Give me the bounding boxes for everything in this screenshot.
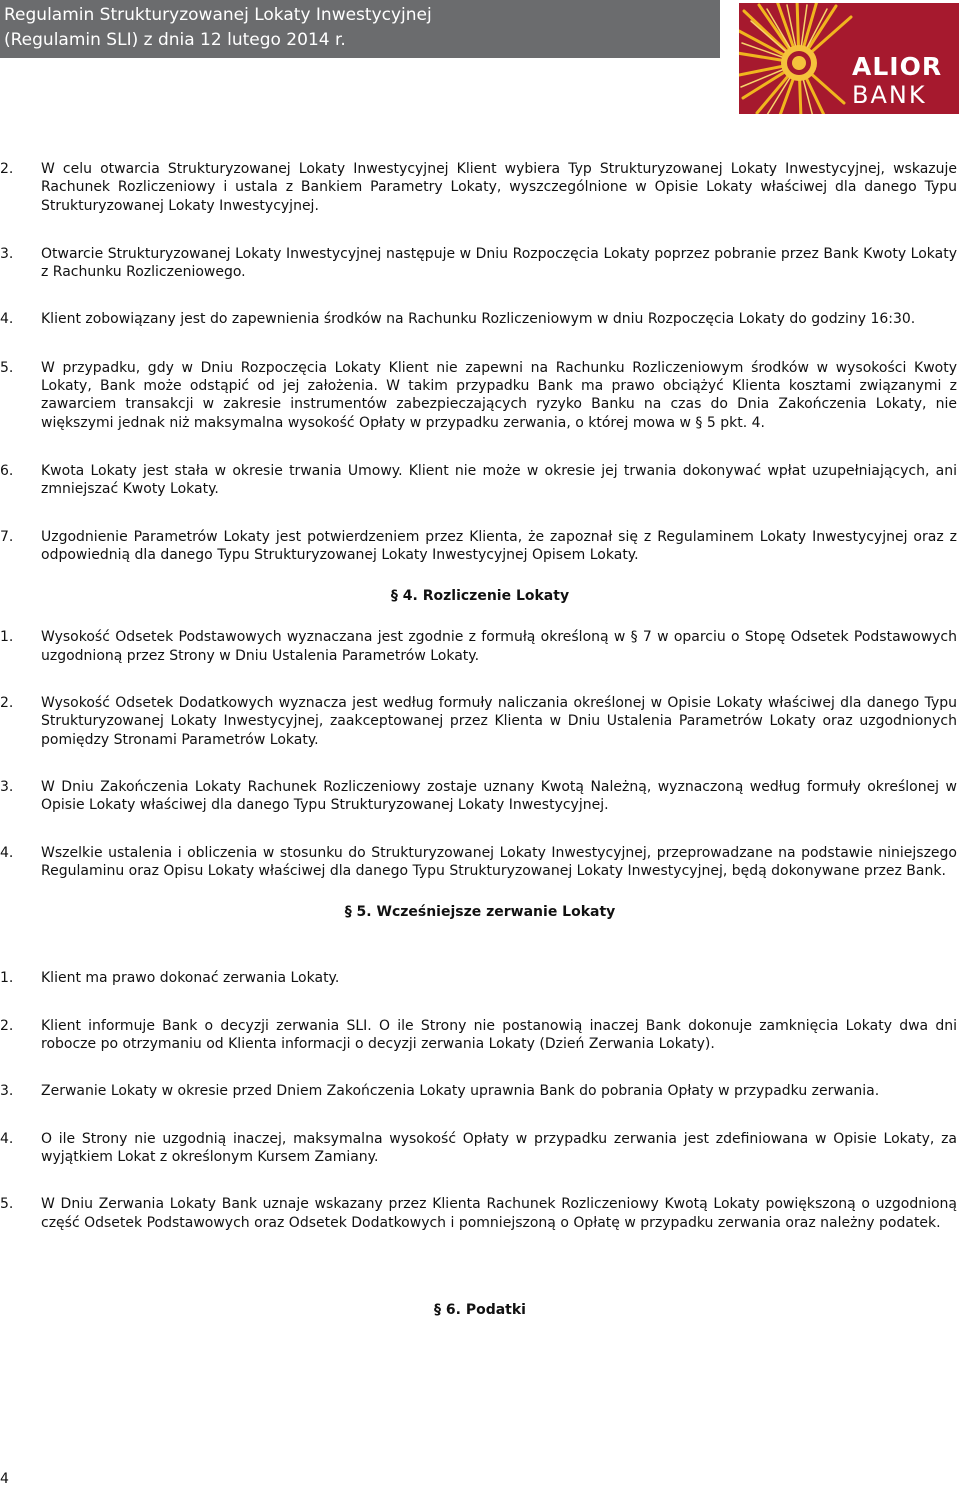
item-number: 1. — [0, 629, 14, 646]
page-number: 4 — [0, 1471, 9, 1487]
list-item — [0, 462, 960, 499]
list-item — [0, 628, 960, 665]
list-item — [0, 359, 960, 432]
item-number: 3. — [0, 1083, 14, 1100]
item-text: W Dniu Zakończenia Lokaty Rachunek Rozliczeniowy zostaje uznany Kwotą Należną, wyznaczoną według formuły określonej w Opisie Lokaty właściwej dla danego Typu Strukturyzowanej Lokaty Inwestycyjnej. — [41, 778, 957, 814]
item-number: 2. — [0, 161, 14, 177]
item-number: 4. — [0, 844, 14, 861]
section-heading-4: § 4. Rozliczenie Lokaty — [390, 588, 570, 605]
header-title-line-2: (Regulamin SLI) z dnia 12 lutego 2014 r. — [4, 30, 346, 50]
list-item — [0, 694, 960, 749]
logo-text-bank: BANK — [852, 81, 927, 109]
item-number: 6. — [0, 462, 14, 479]
list-item — [0, 528, 960, 565]
item-text: Otwarcie Strukturyzowanej Lokaty Inwestycyjnej następuje w Dniu Rozpoczęcia Lokaty poprzez pobranie przez Bank Kwoty Lokaty z Rachunku Rozliczeniowego. — [41, 245, 957, 281]
item-text: W celu otwarcia Strukturyzowanej Lokaty Inwestycyjnej Klient wybiera Typ Strukturyzowanej Lokaty Inwestycyjnej, wskazuje Rachunek Rozliczeniowy i ustala z Bankiem Parametry Lokaty, wyszczególnione w Opisie Lokaty właściwej dla danego Typu Strukturyzowanej Lokaty Inwestycyjnej. — [41, 161, 957, 214]
list-item — [0, 1130, 960, 1167]
item-number: 2. — [0, 1017, 14, 1034]
list-item — [0, 310, 960, 328]
list-item — [0, 1082, 960, 1100]
header-title-line-1: Regulamin Strukturyzowanej Lokaty Inwestycyjnej — [4, 5, 432, 25]
item-text: W przypadku, gdy w Dniu Rozpoczęcia Lokaty Klient nie zapewni na Rachunku Rozliczeniowym środków w wysokości Kwoty Lokaty, Bank może odstąpić od jej założenia. W takim przypadku Bank ma prawo obciążyć Klienta kosztami związanymi z zawarciem transakcji w zakresie instrumentów zabezpieczających ryzyko Banku na czas do Dnia Zakończenia Lokaty, nie większymi jednak niż maksymalna wysokość Opłaty w przypadku zerwania, o której mowa w § 5 pkt. 4. — [41, 359, 957, 431]
item-text: Uzgodnienie Parametrów Lokaty jest potwierdzeniem przez Klienta, że zapoznał się z Regulaminem Lokaty Inwestycyjnej oraz z odpowiednią dla danego Typu Strukturyzowanej Lokaty Inwestycyjnej Opisem Lokaty. — [41, 528, 957, 563]
list-item — [0, 1017, 960, 1054]
item-text: Wszelkie ustalenia i obliczenia w stosunku do Strukturyzowanej Lokaty Inwestycyjnej, przeprowadzane na podstawie niniejszego Regulaminu oraz Opisu Lokaty właściwej dla danego Typu Strukturyzowanej Lokaty Inwestycyjnej, będą dokonywane przez Bank. — [41, 844, 957, 879]
item-text: Klient zobowiązany jest do zapewnienia środków na Rachunku Rozliczeniowym w dniu Rozpoczęcia Lokaty do godziny 16:30. — [41, 311, 916, 328]
item-number: 3. — [0, 778, 14, 795]
list-item — [0, 160, 960, 215]
section-heading-6: § 6. Podatki — [434, 1301, 526, 1318]
item-text: Kwota Lokaty jest stała w okresie trwania Umowy. Klient nie może w okresie jej trwania dokonywać wpłat uzupełniających, ani zmniejszać Kwoty Lokaty. — [41, 462, 957, 498]
item-number: 2. — [0, 695, 14, 712]
list-item — [0, 245, 960, 282]
item-number: 7. — [0, 528, 14, 545]
item-number: 4. — [0, 1130, 14, 1147]
item-number: 5. — [0, 359, 14, 376]
item-text: Wysokość Odsetek Dodatkowych wyznacza jest według formuły naliczania określonej w Opisie Lokaty właściwej dla danego Typu Strukturyzowanej Lokaty Inwestycyjnej, zaakceptowanej przez Klienta w Dniu Ustalenia Parametrów Lokaty oraz uzgodnionych pomiędzy Stronami Parametrów Lokaty. — [41, 695, 957, 748]
list-item — [0, 844, 960, 881]
item-text: O ile Strony nie uzgodnią inaczej, maksymalna wysokość Opłaty w przypadku zerwania jest zdefiniowana w Opisie Lokaty, za wyjątkiem Lokat z określonym Kursem Zamiany. — [41, 1130, 957, 1165]
page-header — [0, 0, 960, 118]
alior-bank-logo — [739, 3, 959, 114]
document-body — [0, 160, 960, 1319]
section-heading-5: § 5. Wcześniejsze zerwanie Lokaty — [344, 904, 616, 921]
item-number: 3. — [0, 245, 14, 262]
list-item — [0, 778, 960, 815]
item-text: W Dniu Zerwania Lokaty Bank uznaje wskazany przez Klienta Rachunek Rozliczeniowy Kwotą Lokaty powiększoną o uzgodnioną część Odsetek Podstawowych oraz Odsetek Dodatkowych i pomniejszoną o Opłatę w przypadku zerwania oraz należny podatek. — [41, 1196, 957, 1231]
item-number: 5. — [0, 1196, 14, 1213]
item-text: Wysokość Odsetek Podstawowych wyznaczana jest zgodnie z formułą określoną w § 7 w oparciu o Stopę Odsetek Podstawowych uzgodnioną przez Strony w Dniu Ustalenia Parametrów Lokaty. — [41, 629, 957, 664]
item-number: 4. — [0, 311, 14, 328]
item-number: 1. — [0, 970, 14, 987]
item-text: Zerwanie Lokaty w okresie przed Dniem Zakończenia Lokaty uprawnia Bank do pobrania Opłaty w przypadku zerwania. — [41, 1083, 880, 1100]
list-item — [0, 1195, 960, 1232]
list-item — [0, 969, 960, 987]
header-title-bar — [0, 0, 720, 58]
item-text: Klient ma prawo dokonać zerwania Lokaty. — [41, 970, 340, 987]
item-text: Klient informuje Bank o decyzji zerwania SLI. O ile Strony nie postanowią inaczej Bank dokonuje zamknięcia Lokaty dwa dni robocze po otrzymaniu od Klienta informacji o decyzji zerwania Lokaty (Dzień Zerwania Lokaty). — [41, 1017, 957, 1053]
logo-text-alior: ALIOR — [852, 52, 943, 81]
